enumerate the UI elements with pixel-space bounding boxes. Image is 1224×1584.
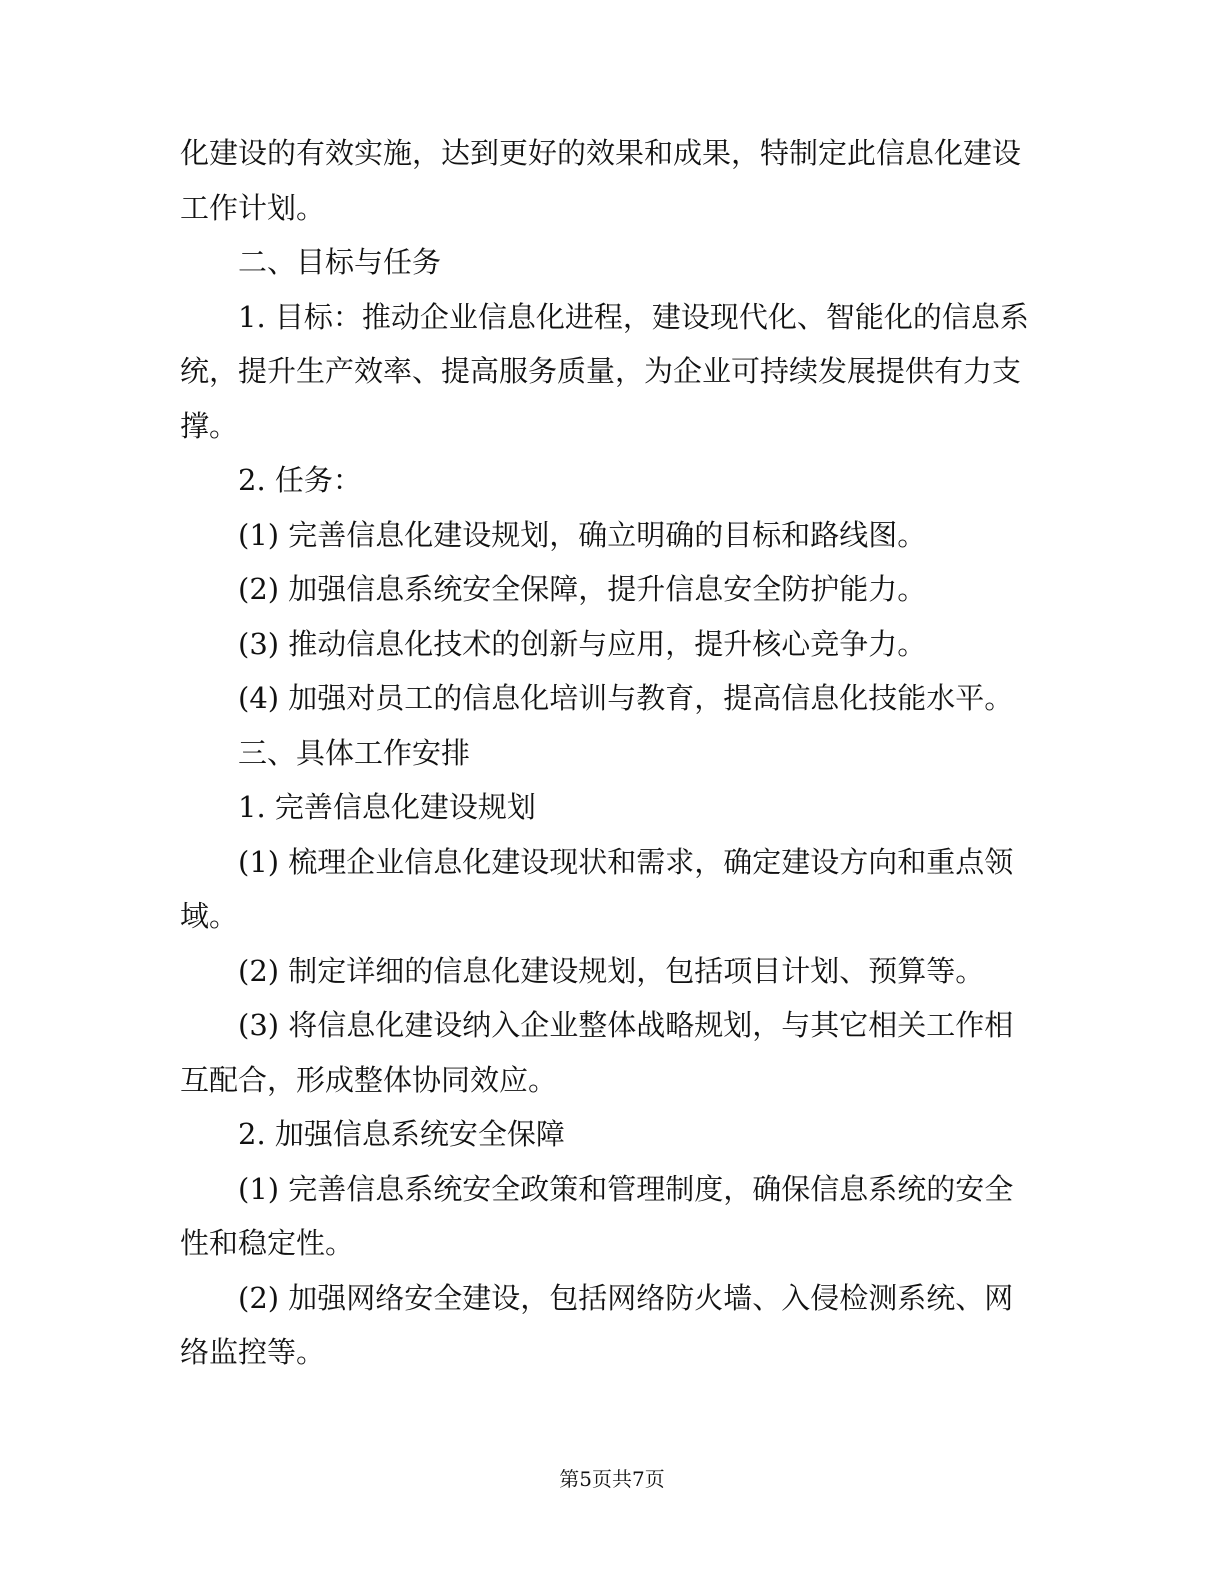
list-item: (1) 完善信息系统安全政策和管理制度，确保信息系统的安全性和稳定性。 — [180, 1171, 1014, 1260]
list-item: (1) 梳理企业信息化建设现状和需求，确定建设方向和重点领域。 — [180, 844, 1014, 933]
paragraph: 化建设的有效实施，达到更好的效果和成果，特制定此信息化建设工作计划。 — [180, 136, 1022, 225]
list-item: (2) 加强信息系统安全保障，提升信息安全防护能力。 — [238, 572, 927, 606]
list-item: (4) 加强对员工的信息化培训与教育，提高信息化技能水平。 — [238, 681, 1014, 715]
paragraph: 2. 任务： — [238, 463, 362, 497]
list-item: (2) 制定详细的信息化建设规划，包括项目计划、预算等。 — [238, 953, 985, 988]
document-body — [180, 126, 1040, 1380]
section-heading: 二、目标与任务 — [238, 245, 442, 279]
section-heading: 三、具体工作安排 — [238, 735, 471, 770]
list-item: (1) 完善信息化建设规划，确立明确的目标和路线图。 — [238, 517, 927, 552]
paragraph: 1. 目标：推动企业信息化进程，建设现代化、智能化的信息系统，提升生产效率、提高服务质量，为企业可持续发展提供有力支撑。 — [180, 299, 1029, 443]
list-item: (3) 将信息化建设纳入企业整体战略规划，与其它相关工作相互配合，形成整体协同效应。 — [180, 1008, 1014, 1097]
subsection-heading: 2. 加强信息系统安全保障 — [238, 1117, 565, 1151]
list-item: (2) 加强网络安全建设，包括网络防火墙、入侵检测系统、网络监控等。 — [180, 1280, 1014, 1369]
page-number: 第5页共7页 — [559, 1467, 665, 1491]
subsection-heading: 1. 完善信息化建设规划 — [238, 790, 536, 824]
list-item: (3) 推动信息化技术的创新与应用，提升核心竞争力。 — [238, 626, 927, 661]
